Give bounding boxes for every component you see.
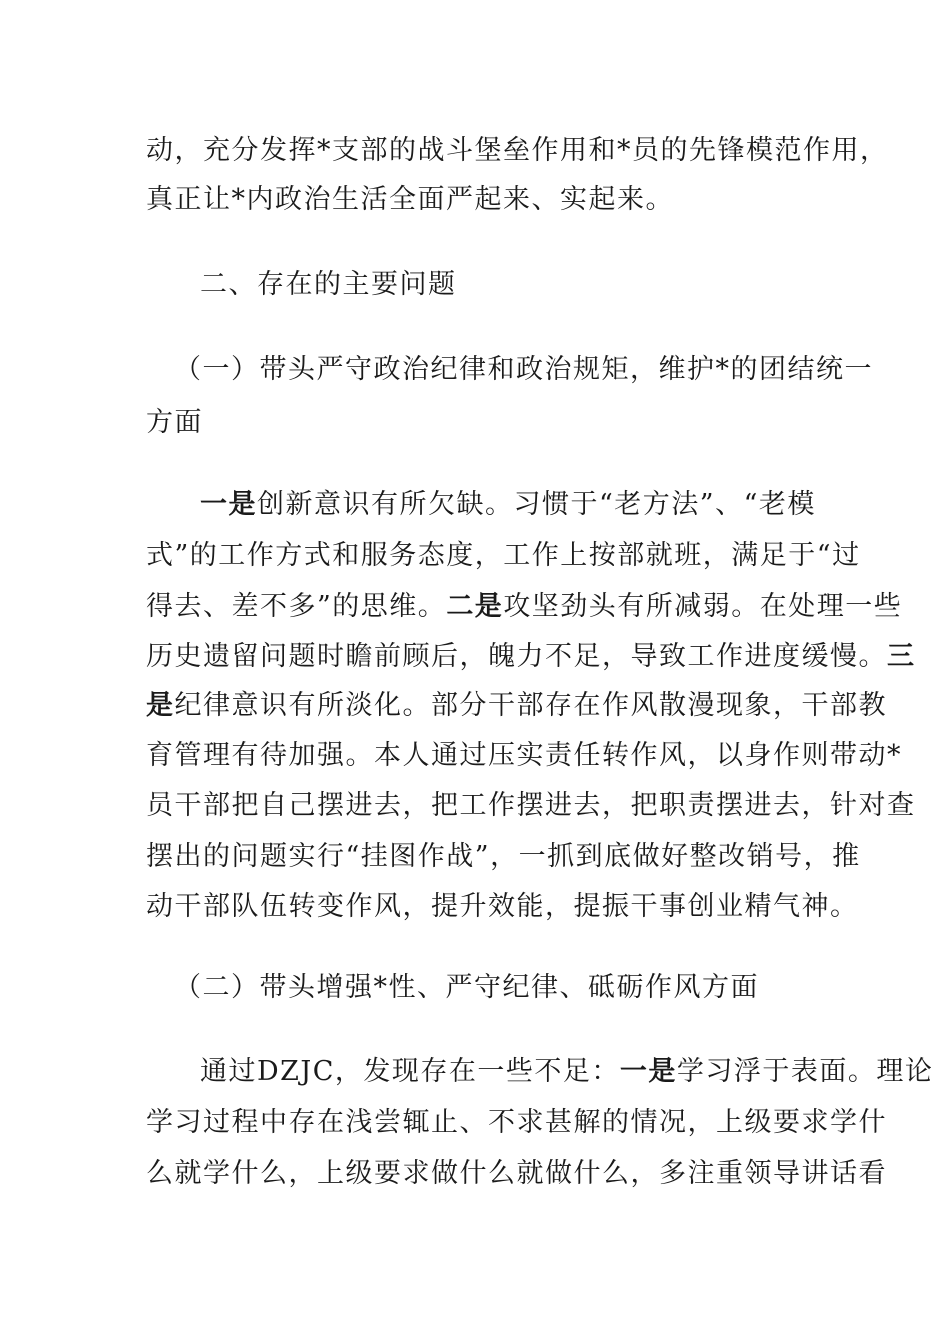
bold-marker: 一是 [200, 489, 257, 520]
paragraph-text: 创新意识有所欠缺。习惯于“老方法”、“老模 [257, 489, 816, 520]
paragraph-text: 通过DZJC，发现存在一些不足： [200, 1056, 620, 1087]
paragraph-line: 摆出的问题实行“挂图作战”，一抓到底做好整改销号，推 [146, 841, 861, 872]
paragraph-line: 员干部把自己摆进去，把工作摆进去，把职责摆进去，针对查 [146, 790, 916, 821]
paragraph-text: 得去、差不多”的思维。 [146, 591, 447, 622]
paragraph-text: 学习浮于表面。理论 [676, 1056, 934, 1087]
paragraph-line: 育管理有待加强。本人通过压实责任转作风，以身作则带动* [146, 740, 902, 771]
paragraph-line [146, 639, 916, 675]
paragraph-line: 真正让*内政治生活全面严起来、实起来。 [146, 184, 674, 215]
paragraph-text: 纪律意识有所淡化。部分干部存在作风散漫现象，干部教 [174, 690, 887, 721]
paragraph-line [200, 487, 816, 523]
paragraph-line [200, 1054, 933, 1090]
bold-marker: 是 [146, 690, 175, 721]
paragraph-text: 历史遗留问题时瞻前顾后，魄力不足，导致工作进度缓慢。 [146, 641, 887, 672]
paragraph-line [146, 589, 902, 625]
paragraph-text: 攻坚劲头有所减弱。在处理一些 [503, 591, 903, 622]
paragraph-line: 式”的工作方式和服务态度，工作上按部就班，满足于“过 [146, 540, 861, 571]
bold-marker: 一是 [619, 1056, 677, 1087]
paragraph-line: 学习过程中存在浅尝辄止、不求甚解的情况，上级要求学什 [146, 1107, 887, 1138]
paragraph-line: 动，充分发挥*支部的战斗堡垒作用和*员的先锋模范作用， [146, 135, 889, 166]
subsection-heading: （二）带头增强*性、严守纪律、砥砺作风方面 [174, 972, 759, 1003]
paragraph-line [146, 688, 887, 724]
bold-marker: 三 [887, 641, 916, 672]
subsection-heading: 方面 [146, 407, 203, 438]
subsection-heading: （一）带头严守政治纪律和政治规矩，维护*的团结统一 [174, 354, 873, 385]
bold-marker: 二是 [446, 591, 504, 622]
paragraph-line: 动干部队伍转变作风，提升效能，提振干事创业精气神。 [146, 891, 859, 922]
section-heading: 二、存在的主要问题 [200, 269, 457, 300]
paragraph-line: 么就学什么，上级要求做什么就做什么，多注重领导讲话看 [146, 1158, 887, 1189]
